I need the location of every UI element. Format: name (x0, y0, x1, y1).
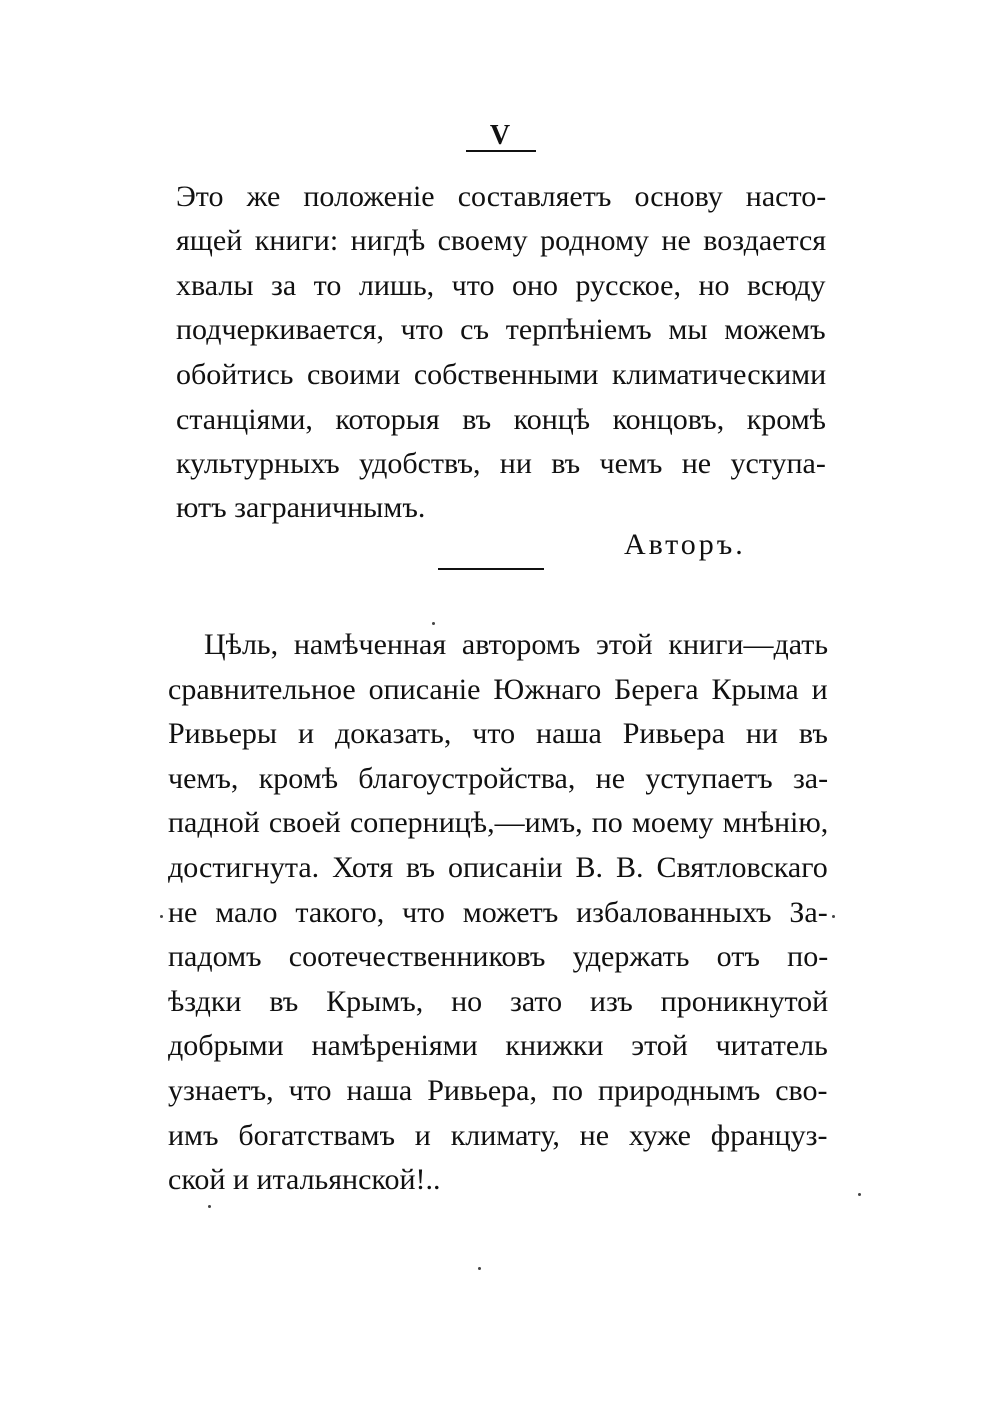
text-line: Цѣль, намѣченная авторомъ этой книги—дать (204, 628, 829, 661)
ink-speck (858, 1193, 861, 1196)
ink-speck (208, 1205, 211, 1208)
ink-speck (432, 622, 435, 625)
text-line: хвалы за то лишь, что оно русское, но всюду (176, 269, 826, 302)
text-line: культурныхъ удобствъ, ни въ чемъ не уступа- (176, 447, 826, 480)
top-rule (466, 150, 536, 152)
text-line: падной своей соперницѣ,—имъ, по моему мнѣнію, (168, 806, 829, 839)
text-line: падомъ соотечественниковъ удержать отъ по- (168, 940, 829, 973)
paragraph-author-note (176, 182, 826, 522)
text-line: имъ богатствамъ и климату, не хуже француз- (168, 1119, 828, 1152)
text-line: Это же положеніе составляетъ основу насто- (176, 180, 827, 213)
page-number: V (489, 120, 511, 151)
text-line: достигнута. Хотя въ описаніи В. В. Святловскаго (168, 851, 828, 884)
signature: Авторъ. (624, 528, 746, 561)
ink-speck (160, 915, 163, 918)
ink-speck (478, 1267, 481, 1270)
text-line: чемъ, кромѣ благоустройства, не уступаетъ за- (168, 762, 829, 795)
text-line: не мало такого, что можетъ избалованныхъ За- (168, 896, 828, 929)
ink-speck (832, 915, 835, 918)
text-line: Ривьеры и доказать, что наша Ривьера ни въ (168, 717, 828, 750)
text-line: обойтись своими собственными климатическими (176, 358, 827, 391)
section-divider (438, 568, 544, 570)
text-line: ской и итальянской!.. (168, 1163, 441, 1196)
text-line: узнаетъ, что наша Ривьера, по природнымъ сво- (168, 1074, 828, 1107)
paragraph-review (168, 630, 828, 1200)
text-line: станціями, которыя въ концѣ концовъ, кромѣ (176, 403, 826, 436)
text-line: подчеркивается, что съ терпѣніемъ мы можемъ (176, 313, 826, 346)
text-line: добрыми намѣреніями книжки этой читатель (168, 1029, 828, 1062)
text-line: ящей книги: нигдѣ своему родному не воздается (176, 224, 827, 257)
text-line: ѣздки въ Крымъ, но зато изъ проникнутой (168, 985, 829, 1018)
text-line: ютъ заграничнымъ. (176, 491, 426, 524)
text-line: сравнительное описаніе Южнаго Берега Крыма и (168, 673, 828, 706)
